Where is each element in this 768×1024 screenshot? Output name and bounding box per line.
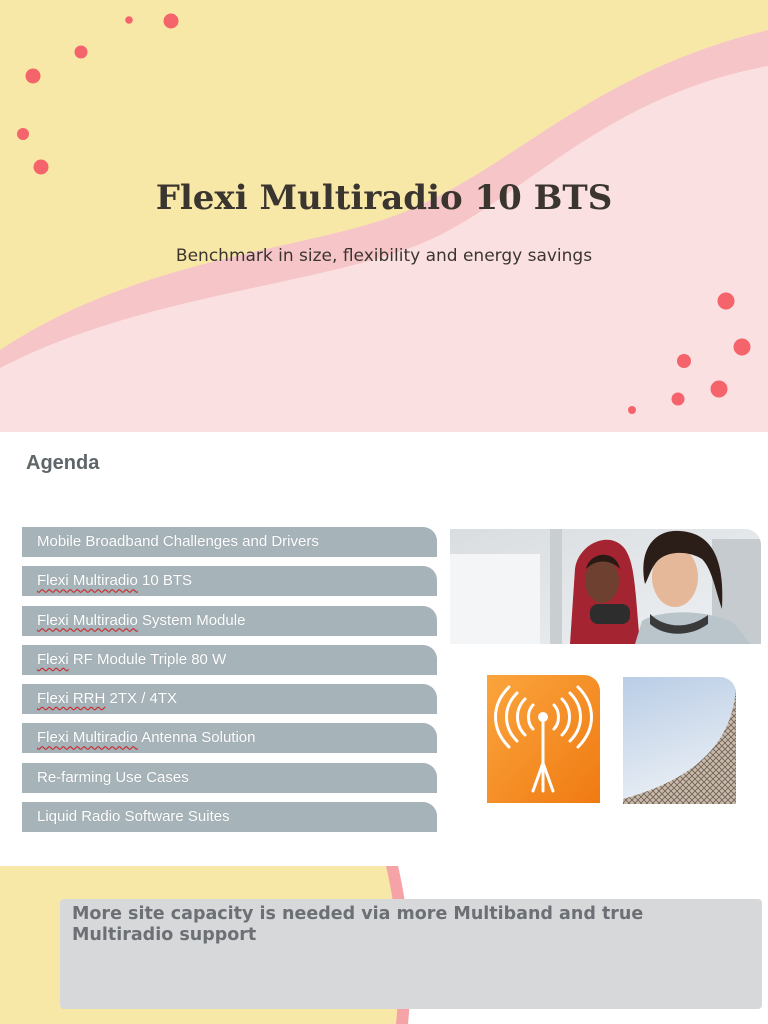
agenda-item-text: 10 BTS	[137, 572, 193, 590]
capacity-slide	[0, 866, 768, 1024]
agenda-list	[22, 527, 437, 841]
agenda-slide	[0, 432, 768, 866]
agenda-item-text: Antenna Solution	[137, 729, 256, 747]
spellcheck-flagged-text: Flexi Multiradio	[37, 611, 138, 629]
title-slide	[0, 0, 768, 432]
spellcheck-flagged-text: Flexi Multiradio	[37, 572, 138, 590]
spellcheck-flagged-text: Flexi Multiradio	[37, 729, 138, 747]
agenda-item	[22, 723, 437, 753]
slide-title: Flexi Multiradio 10 BTS	[155, 178, 613, 218]
decorative-dots-top-left	[17, 14, 179, 175]
agenda-item-text: 2TX / 4TX	[105, 690, 178, 708]
agenda-item	[22, 763, 437, 793]
agenda-item	[22, 802, 437, 832]
agenda-item	[22, 527, 437, 557]
agenda-item-text: Mobile Broadband Challenges and Drivers	[37, 533, 319, 550]
note-box	[60, 899, 762, 1009]
antenna-broadcast-icon	[487, 675, 600, 803]
note-text: More site capacity is needed via more Multiband and true Multiradio support	[72, 904, 644, 945]
agenda-item	[22, 566, 437, 596]
agenda-item	[22, 684, 437, 714]
agenda-heading: Agenda	[26, 452, 100, 474]
slide-subtitle: Benchmark in size, flexibility and energy savings	[175, 246, 593, 266]
spellcheck-flagged-text: Flexi RRH	[37, 690, 106, 708]
sky-building-image	[623, 677, 736, 804]
spellcheck-flagged-text: Flexi	[37, 650, 69, 668]
agenda-item-text: Liquid Radio Software Suites	[37, 808, 230, 826]
agenda-item-text: RF Module Triple 80 W	[68, 650, 227, 668]
agenda-item	[22, 606, 437, 636]
agenda-item	[22, 645, 437, 675]
agenda-item-text: System Module	[137, 611, 246, 629]
agenda-item-text: Re-farming Use Cases	[37, 768, 189, 786]
photo-two-young-men	[450, 529, 761, 644]
